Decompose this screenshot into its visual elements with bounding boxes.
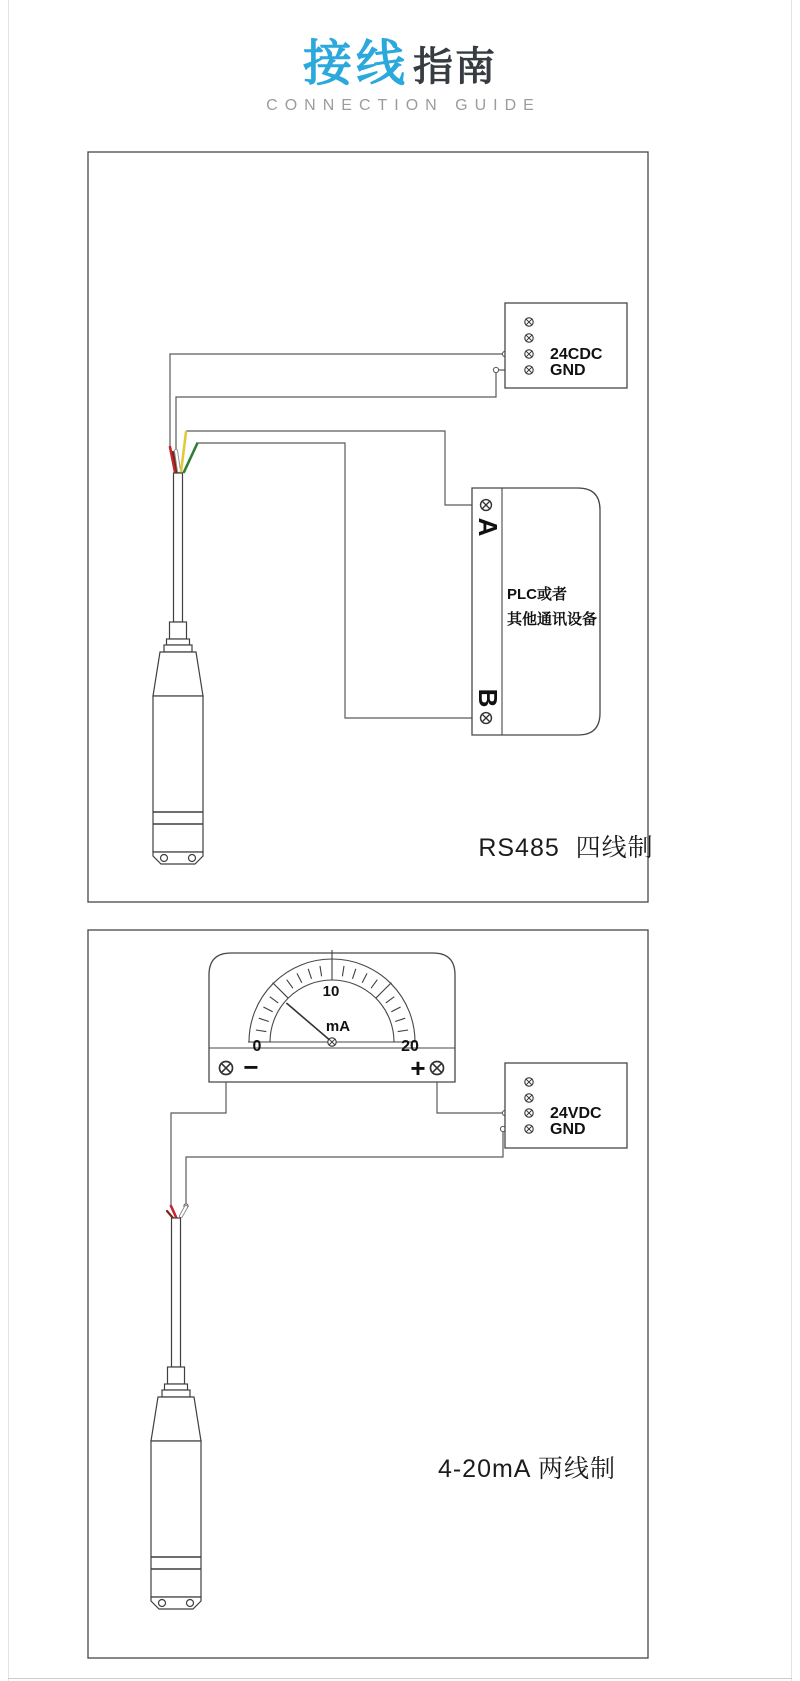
terminal-label-b: B	[473, 688, 503, 708]
screw-terminal-icon	[525, 1094, 533, 1102]
minus-sign: −	[243, 1052, 259, 1082]
terminal-label-24cdc: 24CDC	[550, 346, 603, 363]
screw-terminal-icon	[525, 1078, 533, 1086]
meter-unit-label: mA	[325, 1018, 351, 1035]
plc-name-line2: 其他通讯设备	[507, 611, 598, 628]
screw-terminal-icon	[525, 1125, 533, 1133]
rs485-power-supply	[505, 303, 627, 388]
screw-terminal-icon	[430, 1061, 443, 1074]
needle-pivot-icon	[328, 1038, 336, 1046]
screw-terminal-icon	[525, 318, 533, 326]
page-subtitle: CONNECTION GUIDE	[266, 97, 541, 114]
rs485-caption: RS485 四线制	[478, 834, 654, 862]
scale-label-end: 20	[401, 1038, 419, 1055]
current-loop-power-supply	[505, 1063, 627, 1148]
screw-terminal-icon	[481, 500, 492, 511]
screw-terminal-icon	[219, 1061, 232, 1074]
terminal-label-a: A	[473, 517, 503, 537]
terminal-label-24vdc: 24VDC	[550, 1105, 602, 1122]
plc-name-line1: PLC或者	[507, 586, 568, 603]
screw-terminal-icon	[525, 1109, 533, 1117]
scale-label-mid: 10	[322, 983, 340, 1000]
terminal-label-gnd: GND	[550, 1121, 586, 1138]
ammeter	[209, 950, 455, 1083]
rs485-panel	[88, 152, 654, 902]
page-title-dark: 指南	[413, 45, 497, 89]
page-title-accent: 接线	[302, 37, 409, 91]
current-loop-panel	[88, 930, 648, 1658]
screw-terminal-icon	[481, 713, 492, 724]
screw-terminal-icon	[525, 350, 533, 358]
current-loop-caption: 4-20mA 两线制	[437, 1455, 617, 1483]
screw-terminal-icon	[525, 334, 533, 342]
wire-junction	[493, 367, 498, 372]
plus-sign: +	[410, 1053, 426, 1083]
screw-terminal-icon	[525, 366, 533, 374]
terminal-label-gnd: GND	[550, 362, 586, 379]
scale-label-start: 0	[252, 1038, 262, 1055]
plc-device	[472, 488, 600, 735]
